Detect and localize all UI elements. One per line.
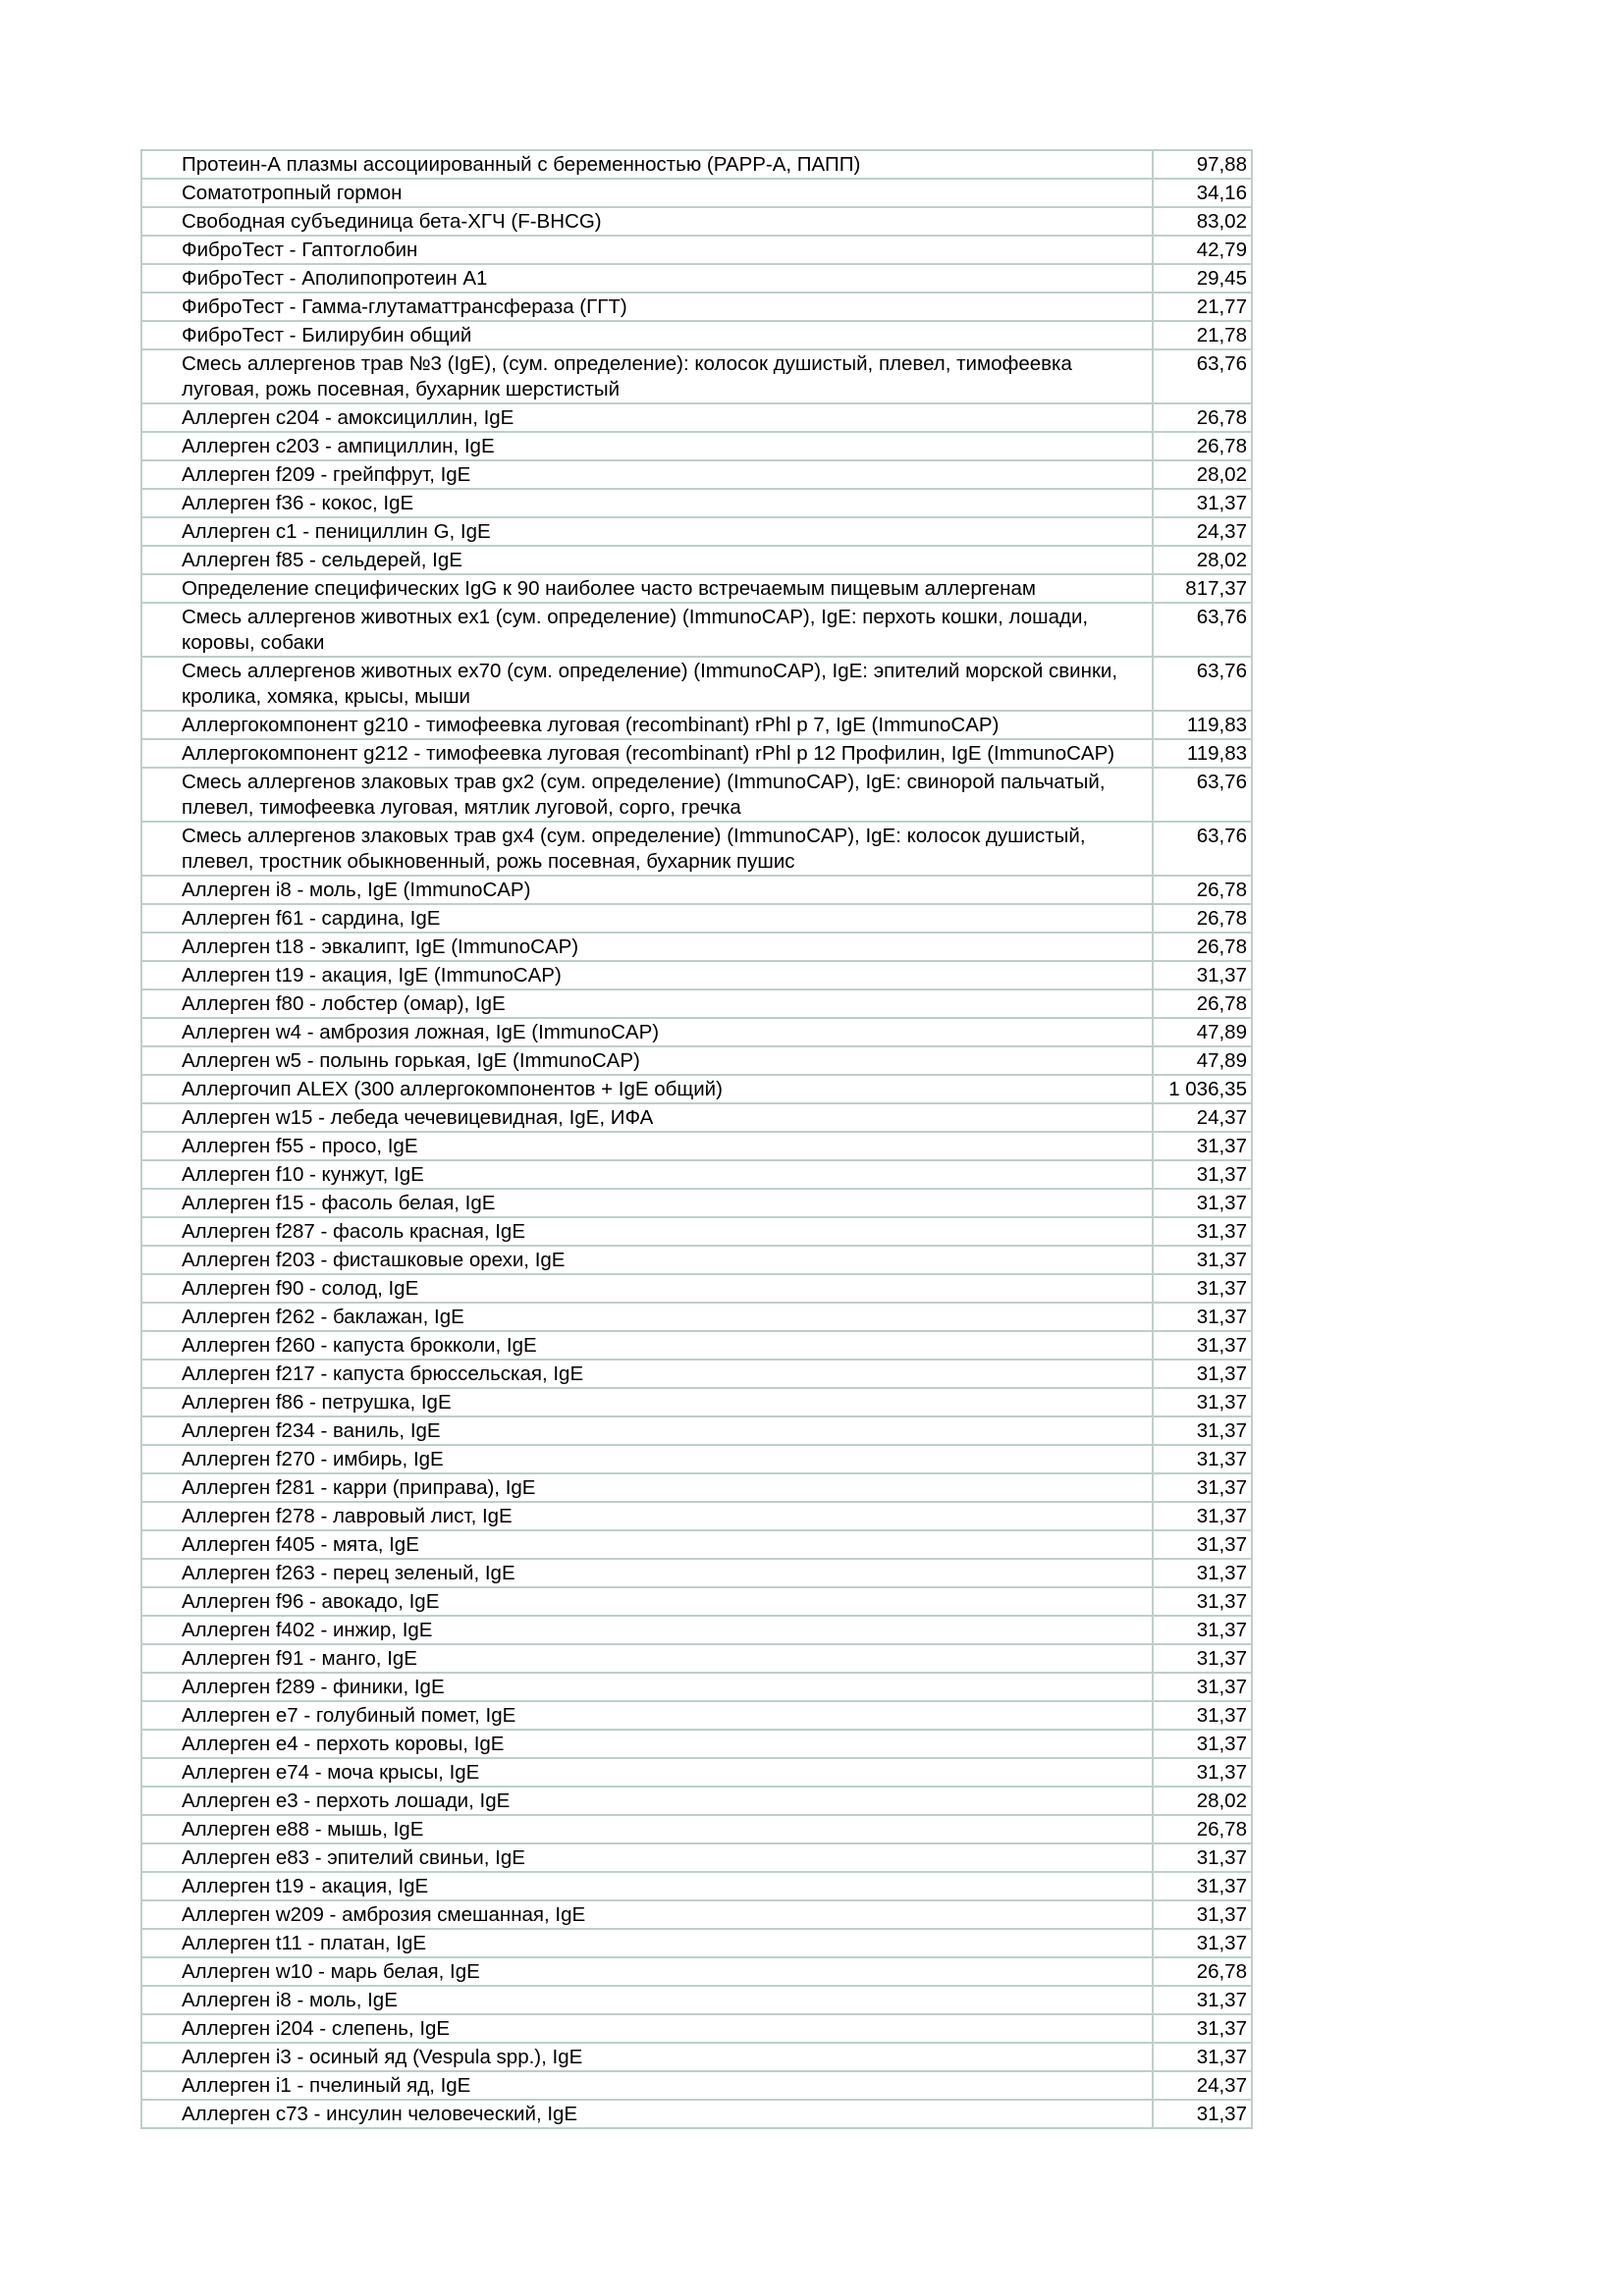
price-cell: 21,78 [1153,321,1252,349]
test-name-cell: Аллерген i8 - моль, IgE (ImmunoCAP) [141,876,1153,904]
table-row [141,403,1252,432]
price-cell: 31,37 [1153,1530,1252,1559]
test-name-cell: Аллерген c203 - ампициллин, IgE [141,432,1153,460]
price-cell: 63,76 [1153,657,1252,711]
price-cell: 31,37 [1153,1502,1252,1530]
price-cell: 47,89 [1153,1018,1252,1046]
test-name-cell: Смесь аллергенов злаковых трав gx4 (сум. определение) (ImmunoCAP), IgE: колосок душистый, плевел, тростник обыкновенный, рожь посевная, бухарник пушис [141,822,1153,876]
price-cell: 28,02 [1153,460,1252,489]
test-name-cell: Аллерген e4 - перхоть коровы, IgE [141,1730,1153,1758]
price-cell: 28,02 [1153,1787,1252,1815]
table-row [141,1872,1252,1900]
test-name-cell: Аллерген t18 - эвкалипт, IgE (ImmunoCAP) [141,933,1153,961]
price-cell: 21,77 [1153,293,1252,321]
price-cell: 119,83 [1153,739,1252,768]
table-row [141,179,1252,207]
test-name-cell: Аллерген f270 - имбирь, IgE [141,1445,1153,1473]
table-row [141,1473,1252,1502]
price-cell: 24,37 [1153,517,1252,546]
table-row [141,1445,1252,1473]
table-row [141,1217,1252,1246]
price-cell: 31,37 [1153,1730,1252,1758]
table-row [141,739,1252,768]
price-cell: 26,78 [1153,933,1252,961]
price-cell: 119,83 [1153,711,1252,739]
test-name-cell: Аллерген i3 - осиный яд (Vespula spp.), IgE [141,2043,1153,2071]
price-cell: 31,37 [1153,1929,1252,1957]
price-cell: 817,37 [1153,574,1252,603]
table-row [141,1559,1252,1587]
table-row [141,1673,1252,1701]
test-name-cell: Аллерген f263 - перец зеленый, IgE [141,1559,1153,1587]
price-cell: 31,37 [1153,2100,1252,2128]
table-row [141,1132,1252,1160]
price-cell: 24,37 [1153,2071,1252,2100]
table-row [141,264,1252,293]
test-name-cell: Аллерген f234 - ваниль, IgE [141,1416,1153,1445]
table-row [141,603,1252,657]
price-cell: 26,78 [1153,904,1252,933]
test-name-cell: Аллерген f96 - авокадо, IgE [141,1587,1153,1616]
test-name-cell: Свободная субъединица бета-ХГЧ (F-BHCG) [141,207,1153,236]
price-cell: 31,37 [1153,1872,1252,1900]
price-cell: 83,02 [1153,207,1252,236]
test-name-cell: Аллерген i1 - пчелиный яд, IgE [141,2071,1153,2100]
test-name-cell: Аллерген f85 - сельдерей, IgE [141,546,1153,574]
table-row [141,1388,1252,1416]
test-name-cell: Аллерген t11 - платан, IgE [141,1929,1153,1957]
table-row [141,1160,1252,1189]
price-cell: 34,16 [1153,179,1252,207]
test-name-cell: Аллерген i8 - моль, IgE [141,1986,1153,2014]
test-name-cell: Аллерген c204 - амоксициллин, IgE [141,403,1153,432]
test-name-cell: Аллерген w10 - марь белая, IgE [141,1957,1153,1986]
table-row [141,546,1252,574]
table-row [141,2014,1252,2043]
table-row [141,489,1252,517]
table-row [141,961,1252,989]
price-cell: 26,78 [1153,1815,1252,1843]
test-name-cell: Аллерген e74 - моча крысы, IgE [141,1758,1153,1787]
test-name-cell: Аллерген f262 - баклажан, IgE [141,1303,1153,1331]
table-row [141,574,1252,603]
test-name-cell: ФиброТест - Гаптоглобин [141,236,1153,264]
test-name-cell: Аллерген f36 - кокос, IgE [141,489,1153,517]
test-name-cell: Аллерген f86 - петрушка, IgE [141,1388,1153,1416]
table-row [141,1758,1252,1787]
price-cell: 63,76 [1153,349,1252,403]
test-name-cell: Аллерген w15 - лебеда чечевицевидная, IgE, ИФА [141,1103,1153,1132]
price-cell: 63,76 [1153,768,1252,822]
table-row [141,1018,1252,1046]
price-cell: 31,37 [1153,1900,1252,1929]
price-cell: 31,37 [1153,1303,1252,1331]
price-cell: 31,37 [1153,1331,1252,1360]
table-row [141,1502,1252,1530]
test-name-cell: Аллерген f15 - фасоль белая, IgE [141,1189,1153,1217]
price-cell: 31,37 [1153,1132,1252,1160]
price-cell: 31,37 [1153,1274,1252,1303]
table-row [141,1360,1252,1388]
test-name-cell: Аллерген e88 - мышь, IgE [141,1815,1153,1843]
table-row [141,150,1252,179]
table-row [141,460,1252,489]
table-row [141,1075,1252,1103]
table-row [141,1616,1252,1644]
test-name-cell: Смесь аллергенов животных ex1 (сум. определение) (ImmunoCAP), IgE: перхоть кошки, лошади, коровы, собаки [141,603,1153,657]
table-row [141,1303,1252,1331]
price-cell: 97,88 [1153,150,1252,179]
table-row [141,711,1252,739]
test-name-cell: Аллерген f217 - капуста брюссельская, IgE [141,1360,1153,1388]
price-cell: 31,37 [1153,1246,1252,1274]
table-row [141,1843,1252,1872]
table-row [141,517,1252,546]
price-cell: 26,78 [1153,876,1252,904]
test-name-cell: ФиброТест - Аполипопротеин А1 [141,264,1153,293]
test-name-cell: ФиброТест - Билирубин общий [141,321,1153,349]
price-cell: 31,37 [1153,961,1252,989]
price-cell: 31,37 [1153,2043,1252,2071]
test-name-cell: Смесь аллергенов трав №3 (IgE), (сум. определение): колосок душистый, плевел, тимофеевка луговая, рожь посевная, бухарник шерстистый [141,349,1153,403]
table-row [141,1274,1252,1303]
test-name-cell: Аллерген c73 - инсулин человеческий, IgE [141,2100,1153,2128]
table-row [141,768,1252,822]
table-row [141,1416,1252,1445]
table-row [141,657,1252,711]
price-cell: 31,37 [1153,1217,1252,1246]
test-name-cell: Аллерген c1 - пенициллин G, IgE [141,517,1153,546]
price-cell: 26,78 [1153,1957,1252,1986]
table-row [141,321,1252,349]
test-name-cell: Аллерген f209 - грейпфрут, IgE [141,460,1153,489]
test-name-cell: Аллерген i204 - слепень, IgE [141,2014,1153,2043]
price-cell: 1 036,35 [1153,1075,1252,1103]
test-name-cell: Аллерген f91 - манго, IgE [141,1644,1153,1673]
table-row [141,2071,1252,2100]
test-name-cell: Аллерген f10 - кунжут, IgE [141,1160,1153,1189]
price-cell: 63,76 [1153,822,1252,876]
test-name-cell: Аллерген f287 - фасоль красная, IgE [141,1217,1153,1246]
table-row [141,1730,1252,1758]
test-name-cell: Соматотропный гормон [141,179,1153,207]
price-cell: 31,37 [1153,1616,1252,1644]
test-name-cell: Смесь аллергенов злаковых трав gx2 (сум. определение) (ImmunoCAP), IgE: свинорой пальчатый, плевел, тимофеевка луговая, мятлик луговой, сорго, гречка [141,768,1153,822]
table-row [141,1815,1252,1843]
table-row [141,207,1252,236]
test-name-cell: Аллерген t19 - акация, IgE [141,1872,1153,1900]
price-cell: 31,37 [1153,1445,1252,1473]
table-row [141,236,1252,264]
price-cell: 31,37 [1153,1559,1252,1587]
price-cell: 31,37 [1153,1388,1252,1416]
price-table-body [141,150,1252,2128]
price-cell: 24,37 [1153,1103,1252,1132]
test-name-cell: Смесь аллергенов животных ex70 (сум. определение) (ImmunoCAP), IgE: эпителий морской свинки, кролика, хомяка, крысы, мыши [141,657,1153,711]
price-cell: 26,78 [1153,403,1252,432]
price-cell: 31,37 [1153,1986,1252,2014]
test-name-cell: Аллерген f260 - капуста брокколи, IgE [141,1331,1153,1360]
price-cell: 31,37 [1153,1160,1252,1189]
price-cell: 28,02 [1153,546,1252,574]
table-row [141,349,1252,403]
price-cell: 31,37 [1153,1360,1252,1388]
test-name-cell: Аллерген f289 - финики, IgE [141,1673,1153,1701]
test-name-cell: Определение специфических IgG к 90 наиболее часто встречаемым пищевым аллергенам [141,574,1153,603]
table-row [141,1929,1252,1957]
table-row [141,822,1252,876]
table-row [141,904,1252,933]
price-cell: 31,37 [1153,1473,1252,1502]
price-cell: 31,37 [1153,1701,1252,1730]
test-name-cell: Аллерген t19 - акация, IgE (ImmunoCAP) [141,961,1153,989]
price-cell: 26,78 [1153,989,1252,1018]
test-name-cell: ФиброТест - Гамма-глутаматтрансфераза (ГГТ) [141,293,1153,321]
test-name-cell: Аллерген e3 - перхоть лошади, IgE [141,1787,1153,1815]
table-row [141,1246,1252,1274]
test-name-cell: Аллергокомпонент g210 - тимофеевка луговая (recombinant) rPhl p 7, IgE (ImmunoCAP) [141,711,1153,739]
price-list-sheet [140,149,1253,2129]
price-cell: 31,37 [1153,1416,1252,1445]
test-name-cell: Аллерген f55 - просо, IgE [141,1132,1153,1160]
table-row [141,1986,1252,2014]
test-name-cell: Аллерген f405 - мята, IgE [141,1530,1153,1559]
test-name-cell: Аллерген w209 - амброзия смешанная, IgE [141,1900,1153,1929]
table-row [141,989,1252,1018]
table-row [141,1587,1252,1616]
test-name-cell: Аллерген f281 - карри (приправа), IgE [141,1473,1153,1502]
price-cell: 31,37 [1153,2014,1252,2043]
table-row [141,1644,1252,1673]
table-row [141,1701,1252,1730]
table-row [141,1900,1252,1929]
price-cell: 31,37 [1153,1189,1252,1217]
table-row [141,1957,1252,1986]
test-name-cell: Аллерген e83 - эпителий свиньи, IgE [141,1843,1153,1872]
price-cell: 63,76 [1153,603,1252,657]
table-row [141,1787,1252,1815]
price-cell: 31,37 [1153,1758,1252,1787]
table-row [141,876,1252,904]
price-cell: 31,37 [1153,1644,1252,1673]
price-cell: 31,37 [1153,1587,1252,1616]
price-cell: 31,37 [1153,1843,1252,1872]
price-cell: 47,89 [1153,1046,1252,1075]
test-name-cell: Аллергочип ALEX (300 аллергокомпонентов + IgE общий) [141,1075,1153,1103]
test-name-cell: Аллергокомпонент g212 - тимофеевка луговая (recombinant) rPhl p 12 Профилин, IgE (ImmunoCAP) [141,739,1153,768]
price-cell: 31,37 [1153,489,1252,517]
table-row [141,1530,1252,1559]
test-name-cell: Аллерген f402 - инжир, IgE [141,1616,1153,1644]
price-cell: 26,78 [1153,432,1252,460]
table-row [141,432,1252,460]
test-name-cell: Аллерген f203 - фисташковые орехи, IgE [141,1246,1153,1274]
table-row [141,933,1252,961]
test-name-cell: Аллерген w4 - амброзия ложная, IgE (ImmunoCAP) [141,1018,1153,1046]
price-cell: 42,79 [1153,236,1252,264]
test-name-cell: Аллерген f61 - сардина, IgE [141,904,1153,933]
test-name-cell: Протеин-А плазмы ассоциированный с беременностью (PAPP-A, ПАПП) [141,150,1153,179]
test-name-cell: Аллерген w5 - полынь горькая, IgE (ImmunoCAP) [141,1046,1153,1075]
table-row [141,293,1252,321]
table-row [141,2043,1252,2071]
table-row [141,1103,1252,1132]
table-row [141,1331,1252,1360]
price-table [140,149,1253,2129]
table-row [141,2100,1252,2128]
test-name-cell: Аллерген e7 - голубиный помет, IgE [141,1701,1153,1730]
test-name-cell: Аллерген f90 - солод, IgE [141,1274,1153,1303]
price-cell: 29,45 [1153,264,1252,293]
price-cell: 31,37 [1153,1673,1252,1701]
table-row [141,1046,1252,1075]
test-name-cell: Аллерген f80 - лобстер (омар), IgE [141,989,1153,1018]
table-row [141,1189,1252,1217]
test-name-cell: Аллерген f278 - лавровый лист, IgE [141,1502,1153,1530]
